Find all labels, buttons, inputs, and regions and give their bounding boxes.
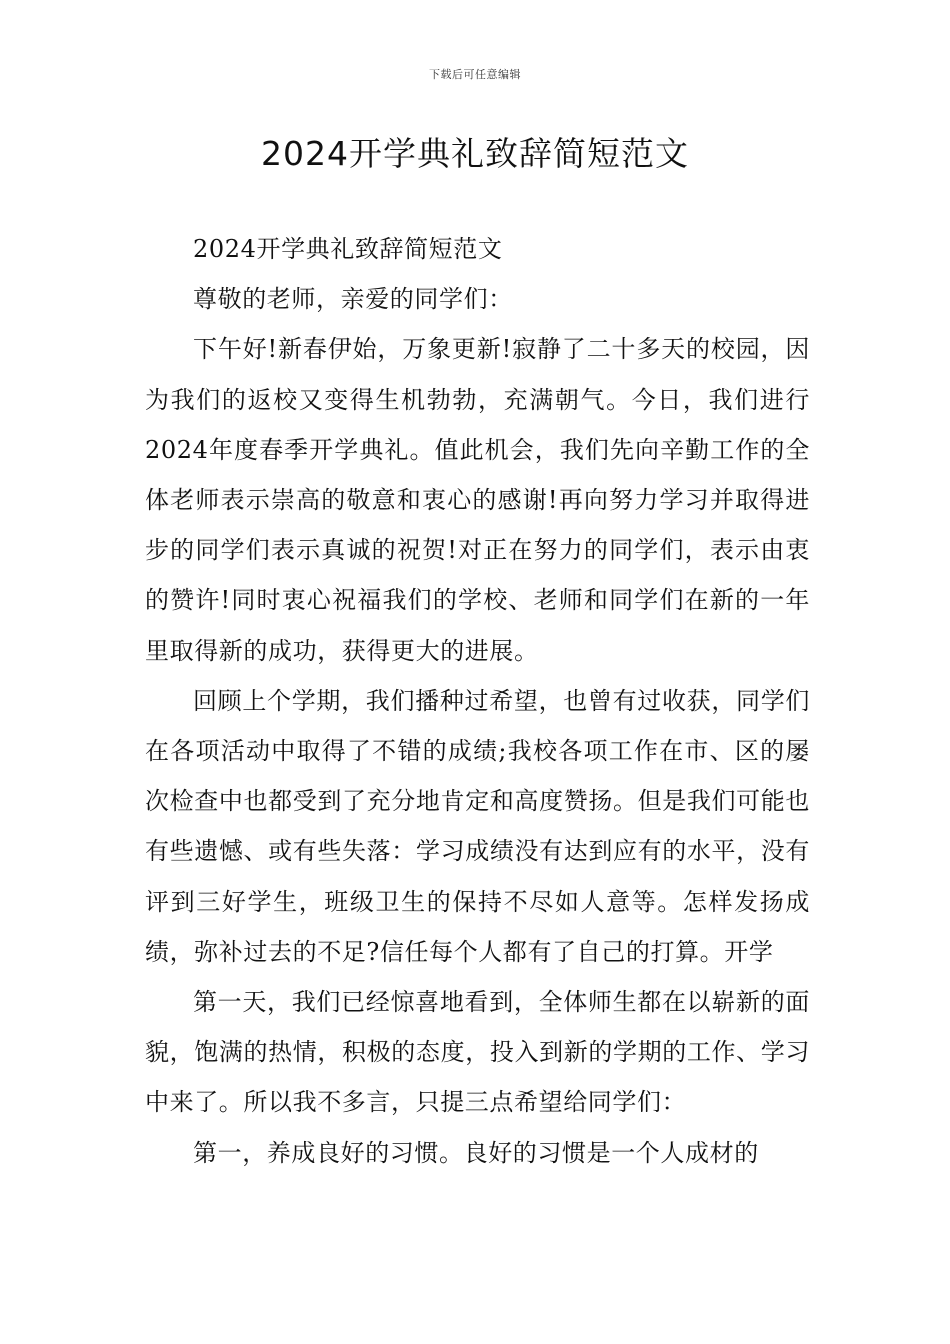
document-title: 2024开学典礼致辞简短范文 [261, 134, 689, 173]
paragraph-subtitle: 2024开学典礼致辞简短范文 [193, 235, 503, 263]
header-note: 下载后可任意编辑 [429, 68, 521, 81]
paragraph-greeting: 下午好!新春伊始，万象更新!寂静了二十多天的校园，因为我们的返校又变得生机勃勃，充满朝气。今日，我们进行2024年度春季开学典礼。值此机会，我们先向辛勤工作的全体老师表示崇高的敬意和衷心的感谢!再向努力学习并取得进步的同学们表示真诚的祝贺!对正在努力的同学们，表示由衷的赞许!同时衷心祝福我们的学校、老师和同学们在新的一年里取得新的成功，获得更大的进展。 [145, 335, 810, 665]
paragraph-salutation: 尊敬的老师，亲爱的同学们： [193, 285, 513, 314]
document-body [145, 224, 810, 1178]
paragraph-review: 回顾上个学期，我们播种过希望，也曾有过收获，同学们在各项活动中取得了不错的成绩;我校各项工作在市、区的屡次检查中也都受到了充分地肯定和高度赞扬。但是我们可能也有些遗憾、或有些失落：学习成绩没有达到应有的水平，没有评到三好学生，班级卫生的保持不尽如人意等。怎样发扬成绩，弥补过去的不足?信任每个人都有了自己的打算。开学 [145, 686, 810, 966]
paragraph-first-day: 第一天，我们已经惊喜地看到，全体师生都在以崭新的面貌，饱满的热情，积极的态度，投入到新的学期的工作、学习中来了。所以我不多言，只提三点希望给同学们： [145, 988, 810, 1117]
paragraph-first-point: 第一，养成良好的习惯。良好的习惯是一个人成材的 [193, 1138, 759, 1167]
